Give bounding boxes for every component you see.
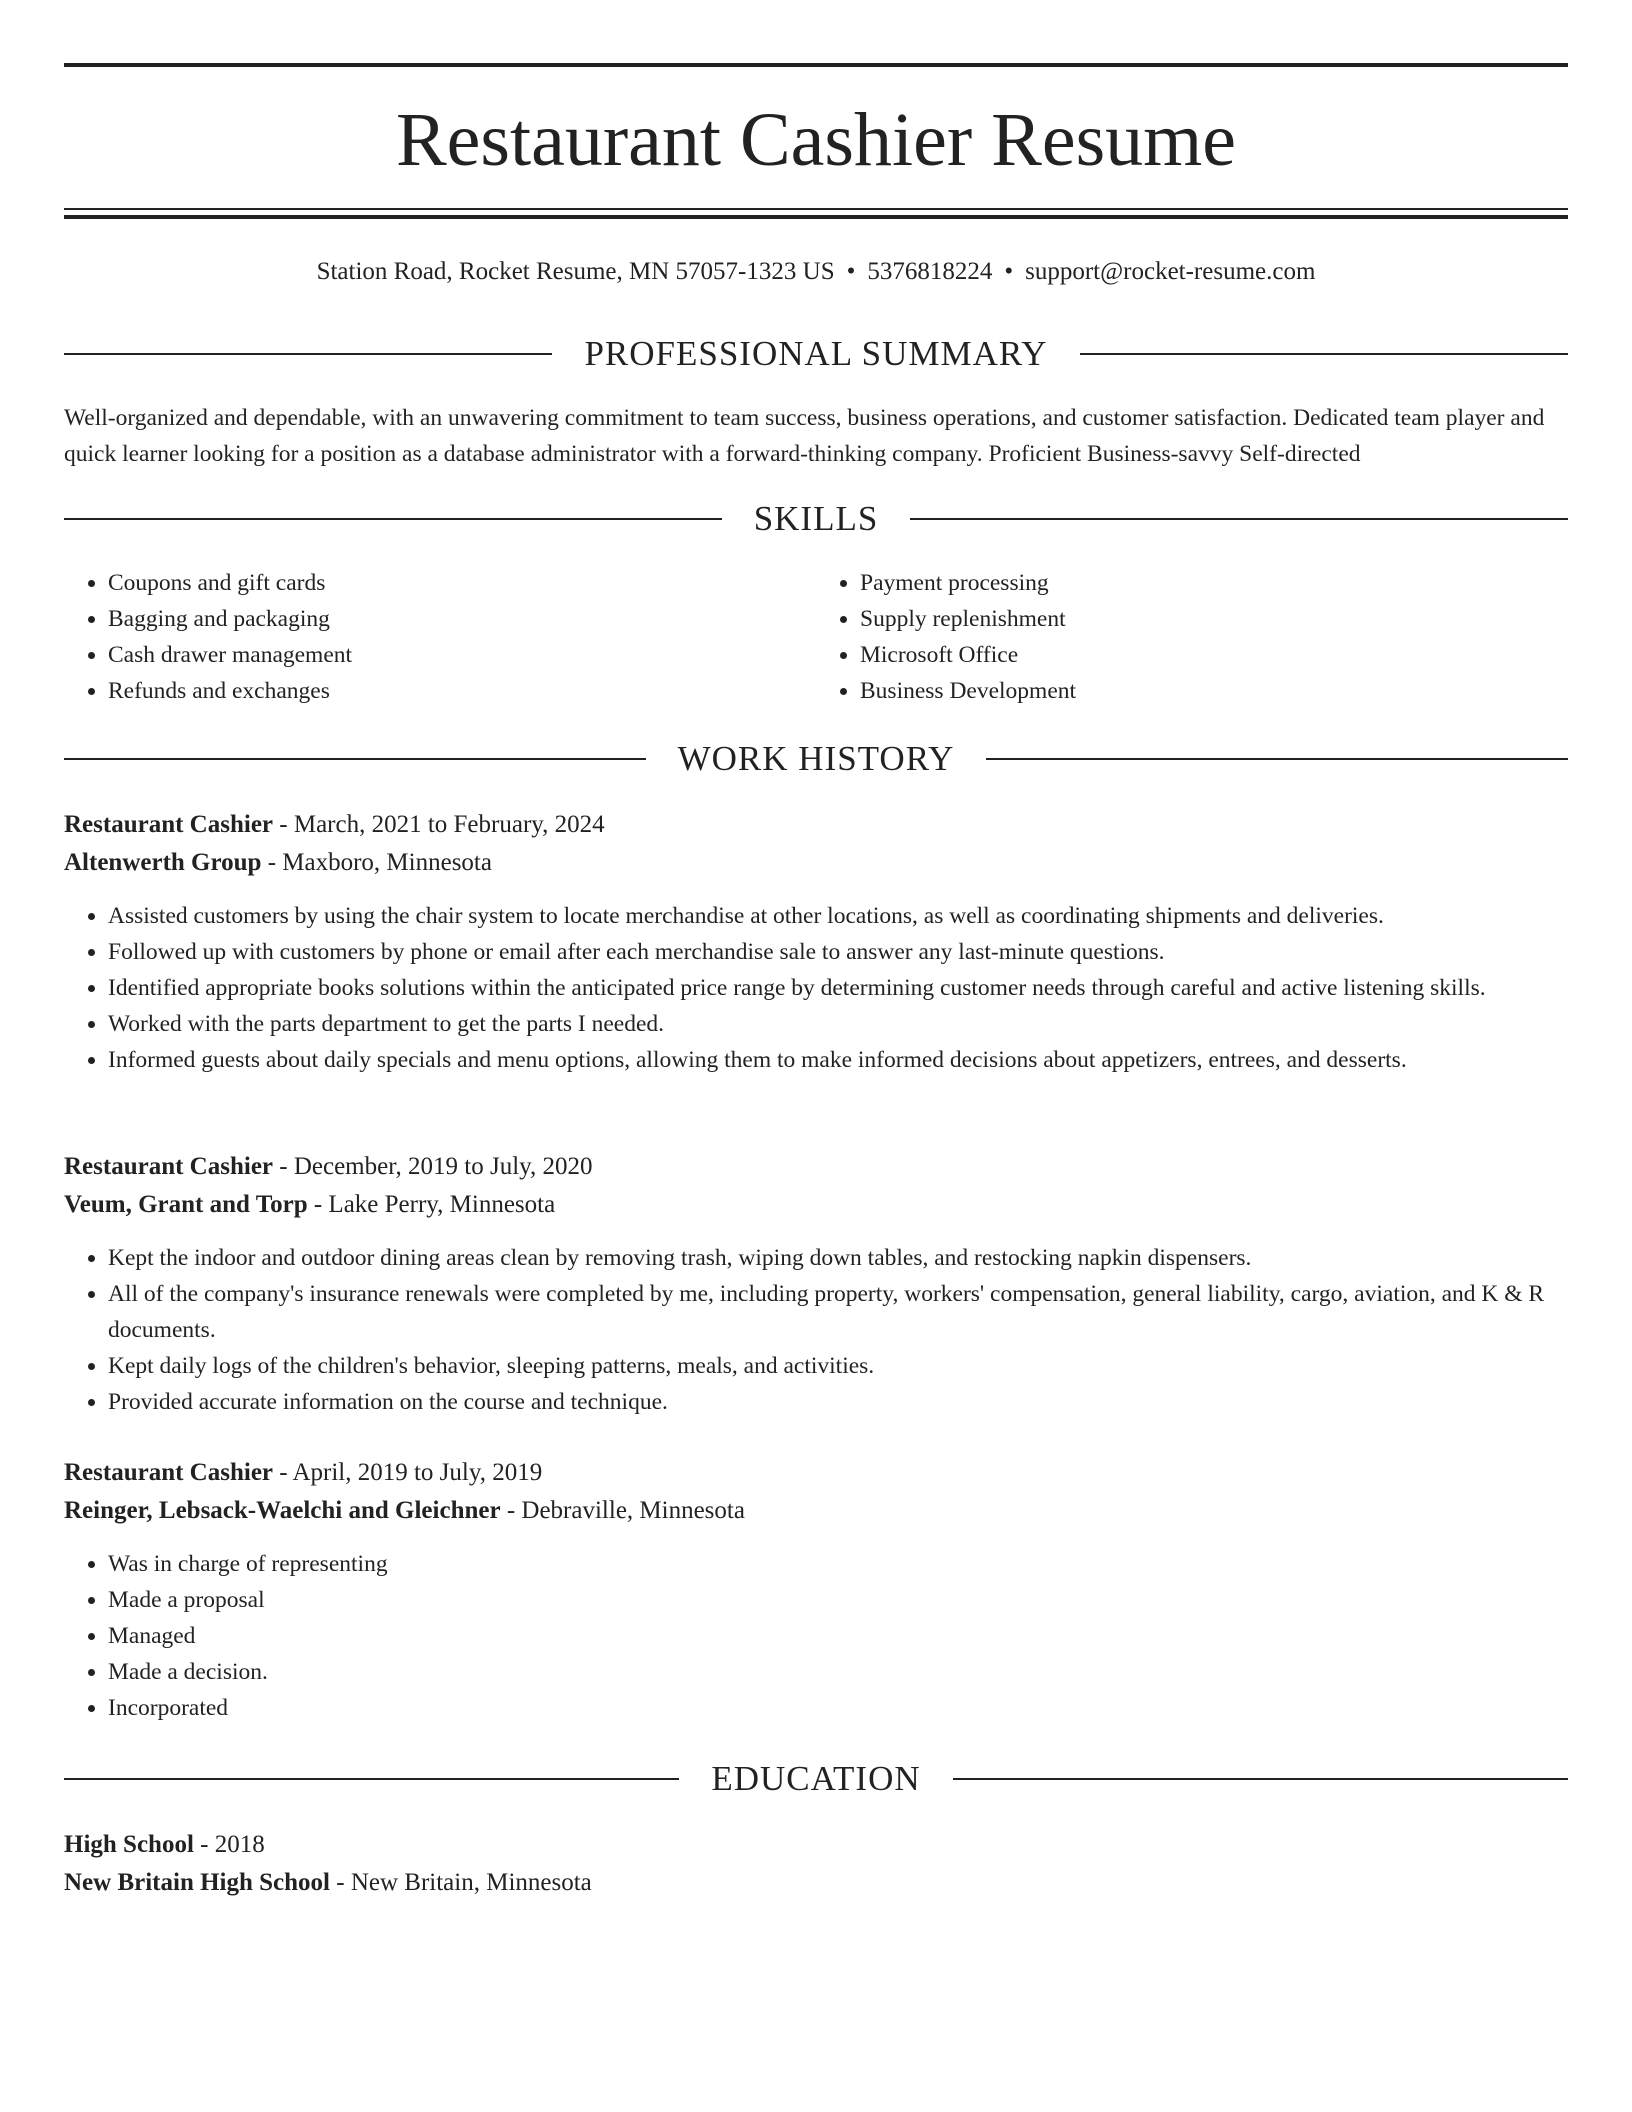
- skills-list: [64, 565, 1568, 709]
- skills-column-right: [816, 565, 1568, 709]
- education-entry: [64, 1826, 1568, 1902]
- section-title-work: WORK HISTORY: [677, 739, 955, 778]
- education-year: - 2018: [193, 1831, 265, 1858]
- contact-email: support@rocket-resume.com: [1025, 258, 1316, 285]
- skill-item: • Supply replenishment: [860, 601, 1568, 637]
- section-rule: [986, 758, 1568, 760]
- skill-item: • Bagging and packaging: [108, 601, 816, 637]
- job-role: Restaurant Cashier: [64, 811, 274, 838]
- contact-line: [64, 254, 1568, 290]
- section-rule: [953, 1778, 1568, 1780]
- job-duty: • Was in charge of representing: [108, 1546, 1568, 1582]
- job-company: Reinger, Lebsack-Waelchi and Gleichner: [64, 1497, 501, 1524]
- job-entry: [64, 1148, 1568, 1420]
- job-title-line: [64, 1454, 1568, 1492]
- job-title-line: [64, 806, 1568, 844]
- job-duty: • Worked with the parts department to get the parts I needed.: [108, 1006, 1568, 1042]
- section-rule: [64, 758, 646, 760]
- contact-address: Station Road, Rocket Resume, MN 57057-1323 US: [316, 258, 835, 285]
- job-duty: • Provided accurate information on the course and technique.: [108, 1384, 1568, 1420]
- skill-item: • Coupons and gift cards: [108, 565, 816, 601]
- section-rule: [64, 1778, 679, 1780]
- contact-separator: •: [846, 258, 856, 285]
- job-duty: • Managed: [108, 1618, 1568, 1654]
- section-title-skills: SKILLS: [753, 499, 879, 538]
- contact-phone: 5376818224: [867, 258, 993, 285]
- education-location: - New Britain, Minnesota: [330, 1869, 592, 1896]
- contact-separator: •: [1004, 258, 1014, 285]
- job-company-line: [64, 844, 1568, 882]
- job-duty: • Informed guests about daily specials and menu options, allowing them to make informed decisions about appetizers, entrees, and desserts.: [108, 1042, 1568, 1078]
- section-title-summary: PROFESSIONAL SUMMARY: [584, 334, 1048, 373]
- job-dates: - March, 2021 to February, 2024: [273, 811, 605, 838]
- skill-item: • Microsoft Office: [860, 637, 1568, 673]
- skill-item: • Payment processing: [860, 565, 1568, 601]
- job-duty: • Kept daily logs of the children's behavior, sleeping patterns, meals, and activities.: [108, 1348, 1568, 1384]
- job-duty: • Kept the indoor and outdoor dining areas clean by removing trash, wiping down tables, and restocking napkin dispensers.: [108, 1240, 1568, 1276]
- job-duty: • Followed up with customers by phone or email after each merchandise sale to answer any last-minute questions.: [108, 934, 1568, 970]
- job-duty: • All of the company's insurance renewals were completed by me, including property, workers' compensation, general liability, cargo, aviation, and K & R documents.: [108, 1276, 1568, 1348]
- job-dates: - December, 2019 to July, 2020: [273, 1153, 593, 1180]
- job-company-line: [64, 1492, 1568, 1530]
- title-rule-thin: [64, 208, 1568, 210]
- section-header-skills: [64, 497, 1568, 541]
- job-location: - Lake Perry, Minnesota: [307, 1191, 556, 1218]
- job-company: Altenwerth Group: [64, 849, 262, 876]
- job-duty: • Assisted customers by using the chair system to locate merchandise at other locations, as well as coordinating shipments and deliveries.: [108, 898, 1568, 934]
- job-duties: [64, 1240, 1568, 1420]
- section-title-education: EDUCATION: [711, 1759, 921, 1798]
- skill-item: • Business Development: [860, 673, 1568, 709]
- section-rule: [64, 518, 722, 520]
- job-role: Restaurant Cashier: [64, 1153, 274, 1180]
- job-company: Veum, Grant and Torp: [64, 1191, 308, 1218]
- resume-title: Restaurant Cashier Resume: [395, 98, 1236, 182]
- section-header-work: [64, 737, 1568, 781]
- job-duty: • Identified appropriate books solutions within the anticipated price range by determining customer needs through careful and active listening skills.: [108, 970, 1568, 1006]
- education-degree: High School: [64, 1831, 194, 1858]
- skill-item: • Cash drawer management: [108, 637, 816, 673]
- job-role: Restaurant Cashier: [64, 1459, 274, 1486]
- job-location: - Debraville, Minnesota: [500, 1497, 745, 1524]
- job-duty: • Incorporated: [108, 1690, 1568, 1726]
- section-rule: [910, 518, 1568, 520]
- job-location: - Maxboro, Minnesota: [261, 849, 492, 876]
- section-header-education: [64, 1757, 1568, 1801]
- education-school: New Britain High School: [64, 1869, 330, 1896]
- top-rule: [64, 63, 1568, 67]
- job-entry: [64, 1454, 1568, 1726]
- job-duties: [64, 1546, 1568, 1726]
- education-degree-line: [64, 1826, 1568, 1864]
- title-rule-thick: [64, 215, 1568, 219]
- section-rule: [64, 353, 552, 355]
- summary-text: Well-organized and dependable, with an unwavering commitment to team success, business operations, and customer satisfaction. Dedicated team player and quick learner looking for a position as a database administrator with a forward-thinking company. Proficient Business-savvy Self-directed: [64, 405, 1545, 467]
- section-header-summary: [64, 332, 1568, 376]
- job-company-line: [64, 1186, 1568, 1224]
- education-school-line: [64, 1864, 1568, 1902]
- job-duty: • Made a proposal: [108, 1582, 1568, 1618]
- skill-item: • Refunds and exchanges: [108, 673, 816, 709]
- skills-column-left: [64, 565, 816, 709]
- section-rule: [1080, 353, 1568, 355]
- job-duties: [64, 898, 1568, 1078]
- job-dates: - April, 2019 to July, 2019: [273, 1459, 543, 1486]
- job-entry: [64, 806, 1568, 1078]
- job-duty: • Made a decision.: [108, 1654, 1568, 1690]
- job-title-line: [64, 1148, 1568, 1186]
